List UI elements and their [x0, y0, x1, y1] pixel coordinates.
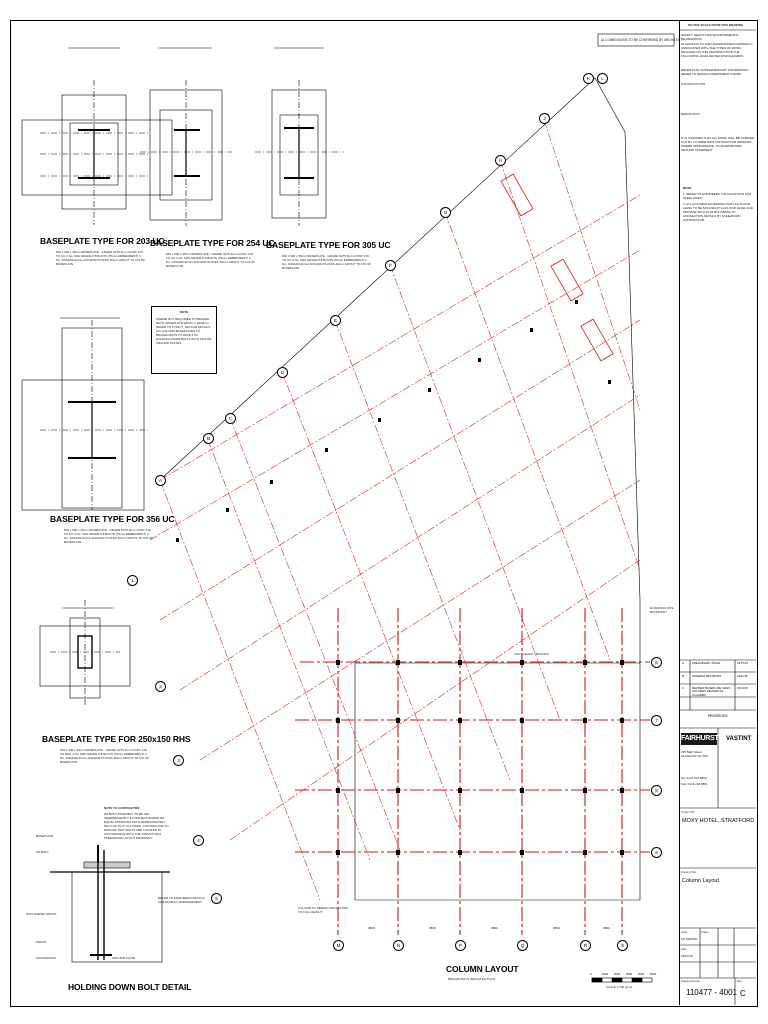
note-box	[151, 306, 217, 374]
grid-bubble-b: B	[203, 433, 214, 444]
tb-info-text-1: IN ADDITION TO THE HAZARDS/RISKS NORMALLY ASSOCIATED WITH THE TYPES OF WORK DETAILED ON THIS DRAWING NOTE THE FOLLOWING HIGHLIGHTED RISK/HAZARDS	[681, 42, 753, 58]
revision-date: 15/12/15	[737, 686, 748, 690]
revision-description: REVISED BASEPLATE SIZES COLUMNS REVISED AS CLOUDED	[692, 686, 731, 697]
grid-bubble-n: N	[393, 940, 404, 951]
plan-outline	[160, 78, 640, 900]
hdb-label-bolt: HD BOLT	[36, 850, 49, 854]
tb-rev-heading: Revisions	[708, 713, 728, 718]
baseplate-305-title: BASEPLATE TYPE FOR 305 UC	[266, 240, 391, 250]
tb-demolition-label: DEMOLITION	[681, 112, 700, 116]
grid-bubble-8: 8	[651, 785, 662, 796]
baseplate-rhs-title: BASEPLATE TYPE FOR 250x150 RHS	[42, 734, 191, 744]
scale-tick-label: 3000	[626, 972, 633, 976]
grid-bubble-7: 7	[651, 715, 662, 726]
hdb-side-note: REFER TO ENGINEERS DETAILS FOR HD BOLT ARRANGEMENT	[158, 896, 205, 904]
scale-bar-label: SCALE 1:100 @ A1	[606, 985, 633, 989]
tb-note-2: 2. ALL COLUMNS EXTENDING PAST 1st FLOOR LEVEL TO BE SPLICED AT 1st FLOOR LEVEL AND PROVIDE WITH 10 25 BOLT/BASE TO CONNECTION DETAILS BY STEELWORK CONTRACTOR.	[683, 202, 753, 222]
tb-drawing-title-label: Drawing Title	[681, 871, 696, 874]
grid-bubble-l: L	[597, 73, 608, 84]
grid-bubble-r: R	[580, 940, 591, 951]
baseplate-203-detail	[22, 48, 172, 225]
tb-warning: DO NOT SCALE FROM THIS DRAWING	[688, 23, 744, 27]
tb-office-fax: Fax: 0141 204 8801	[681, 782, 708, 786]
tb-drawing-number-label: Drawing Number	[681, 980, 701, 983]
grid-bubble-4: 4	[193, 835, 204, 846]
grid-bubble-q: Q	[517, 940, 528, 951]
tb-notes-label: NOTE	[683, 186, 692, 190]
baseplate-305-spec: 600 x 600 x 35mm BASEPLATE - GRADE S275 6mm CONT. FW. TO UC 4 No. M20 GRADE 8.8 BOLTS (75mm EMBEDMENT) 4 No. 100x100x12mm ANCHOR PLATES 40mm GROUT TO U/S OF BASEPLATE	[282, 254, 372, 270]
bottom-dimension: 4500	[491, 926, 498, 930]
client-name: VASTINT	[726, 736, 752, 742]
tb-office-address: 225 Bath Street GLASGOW G2 4GZ	[681, 750, 709, 758]
contractor-note-text: HD BOLT ASSEMBLY TO BE SET INDEPENDENTLY IN PROJECT BOARD OR EQUAL APPROVED WITH APPROXIMATELY 50mm OF PLAY ALLOWED. CONTRACTOR TO ENSURE THAT BOLTS ARE LOCATED IN ACCORDANCE WITH THE STRUCTURAL STEELWORK LAYOUT DRAWINGS.	[104, 812, 169, 840]
holding-down-bolt-detail	[50, 845, 170, 962]
hdb-label-baseplate: BASEPLATE	[36, 834, 54, 838]
bottom-dimension: 4500	[368, 926, 375, 930]
plan-columns	[176, 300, 624, 855]
grid-bubble-f: F	[385, 260, 396, 271]
contractor-note-heading: NOTE TO CONTRACTOR	[104, 806, 140, 810]
bottom-dimension: 4500	[603, 926, 610, 930]
grid-bubble-d: D	[277, 367, 288, 378]
revision-date: 24/11/15	[737, 673, 748, 678]
grid-bubble-6: 6	[651, 657, 662, 668]
plan-bottom-left-note: COLUMN TO REMAIN 250x150 RHS TO FULL HEIGHT	[298, 906, 348, 914]
tb-construction-label: CONSTRUCTION	[681, 82, 706, 86]
plan-red-diagonal-grid	[150, 120, 640, 900]
baseplate-254-title: BASEPLATE TYPE FOR 254 UC	[150, 238, 275, 248]
plan-top-note: ALL DIMENSIONS TO BE CONFIRMED BY ARCHITECT	[601, 38, 683, 42]
baseplate-254-detail	[140, 48, 232, 226]
baseplate-rhs-detail	[40, 600, 130, 705]
hdb-label-nsgrout: NON-SHRINK GROUT	[26, 912, 57, 916]
drawing-title: Column Layout	[682, 878, 719, 884]
plan-cantilever-note: CANTILEVER / BRACING	[514, 652, 550, 656]
baseplate-rhs-spec: 400 x 400 x 20mm BASEPLATE - GRADE S275 6mm CONT. FW. TO RHS 4 No. M20 GRADE 8.8 BOLTS (75mm EMBEDMENT) 4 No. 100x100x12mm ANCHOR PLATES 40mm GROUT TO U/S OF BASEPLATE	[60, 748, 150, 764]
baseplate-356-title: BASEPLATE TYPE FOR 356 UC	[50, 514, 175, 524]
plan-subtitle: BRACED BAYS INDICATED THUS	[448, 977, 495, 981]
scale-tick-label: 2000	[614, 972, 621, 976]
tb-info-text-2: REFER ALSO SUPPLEMENTARY INFORMATION REFER TO DESIGN ASSESSMENT FORMS	[681, 68, 749, 76]
bottom-dimension: 4500	[553, 926, 560, 930]
grid-bubble-1: 1	[127, 575, 138, 586]
plan-boundary-note: HOARDING SITE BOUNDARY	[650, 606, 674, 614]
note-box-heading: NOTE	[179, 310, 189, 314]
hdb-label-foundation: FOUNDATION	[36, 956, 56, 960]
project-title: MOXY HOTEL, STRATFORD	[682, 818, 755, 824]
scale-tick-label: 4000	[638, 972, 645, 976]
hdb-label-grout: GROUT	[36, 940, 47, 944]
grid-bubble-3: 3	[173, 755, 184, 766]
grid-bubble-h: H	[495, 155, 506, 166]
drawing-revision: C	[740, 989, 746, 998]
title-block	[679, 20, 757, 1005]
grid-bubble-9: 9	[651, 847, 662, 858]
revision-description: GENERAL REVISIONS	[692, 673, 722, 678]
tb-maint-text: IT IS ASSUMED THAT ALL WORK WILL BE CARRIED OUT BY A COMPETENT CONTRACTOR WORKING, WHERE APPROPRIATE, TO AN APPROVED METHOD STATEMENT	[681, 136, 755, 152]
baseplate-254-spec: 600 x 600 x 35mm BASEPLATE - GRADE S275 6mm CONT. FW. TO UC 4 No. M20 GRADE 8.8 BOLTS (75mm EMBEDMENT) 4 No. 100x100x12mm ANCHOR PLATES 40mm GROUT TO U/S OF BASEPLATE	[166, 252, 256, 268]
revision-letter: B	[682, 673, 684, 678]
tb-note-1: 1. REFER TO ENGINEERS' CALCULATIONS FOR STEEL SIZES.	[683, 192, 752, 200]
hdb-label-anchor: ANCHOR PLATE	[112, 956, 136, 960]
company-logo: FAIRHURST	[681, 733, 717, 745]
hdb-title: HOLDING DOWN BOLT DETAIL	[68, 982, 192, 992]
tb-rev-label: Rev	[737, 980, 742, 983]
note-box-text: WHERE NOT REQUIRED TO BRACED BAYS, BASEPLATE WIDTH = 2000mm. REFER TO TYPE IT_003 FOR DETAILS. ALL COLUMN BASEPLATES TO BRACED BAYS TO HAVE 4 No HOLDING DOWN BOLTS WITH 150x100 ANCHOR PLATES.	[156, 317, 212, 345]
drawing-number: 110477 - 4001	[686, 988, 738, 997]
grid-bubble-s: S	[617, 940, 628, 951]
tb-date: 23/07/15	[681, 954, 693, 958]
grid-bubble-p: P	[455, 940, 466, 951]
grid-bubble-a: A	[155, 475, 166, 486]
revision-letter: A	[682, 661, 684, 665]
grid-bubble-e: E	[330, 315, 341, 326]
grid-bubble-j: J	[539, 113, 550, 124]
revision-date: 23/07/15	[737, 661, 748, 665]
grid-bubble-2: 2	[155, 681, 166, 692]
baseplate-356-spec: 600 x 600 x 35mm BASEPLATE - GRADE S275 6mm CONT. FW. TO UC 4 No. M20 GRADE 8.8 BOLTS (75mm EMBEDMENT) 4 No. 100x100x12mm ANCHOR PLATES 40mm GROUT TO U/S OF BASEPLATE	[64, 528, 154, 544]
revision-description: PRELIMINARY ISSUE	[692, 661, 721, 665]
tb-project-label: Project Title	[681, 811, 695, 814]
baseplate-356-detail	[22, 318, 148, 510]
revision-letter: C	[682, 686, 685, 690]
scale-bar	[592, 978, 652, 982]
plan-title: COLUMN LAYOUT	[446, 964, 519, 974]
baseplate-203-title: BASEPLATE TYPE FOR 203 UC	[40, 236, 165, 246]
scale-tick-label: 1000	[602, 972, 609, 976]
baseplate-203-spec: 600 x 600 x 35mm BASEPLATE - GRADE S275 6mm CONT. FW. TO UC 4 No. M20 GRADE 8.8 BOLTS (75mm EMBEDMENT) 4 No. 100x100x12mm ANCHOR PLATES 40mm GROUT TO U/S OF BASEPLATE	[56, 250, 146, 266]
tb-scale-label: Scale	[681, 931, 688, 934]
grid-bubble-k: K	[583, 73, 594, 84]
plan-red-orthogonal-grid	[295, 608, 650, 935]
grid-bubble-m: M	[333, 940, 344, 951]
bottom-dimension: 4500	[429, 926, 436, 930]
scale-tick-label: 0	[590, 972, 592, 976]
grid-bubble-g: G	[440, 207, 451, 218]
grid-bubble-c: C	[225, 413, 236, 424]
tb-info-label: SAFETY, HEALTH AND ENVIRONMENTAL INFORMATION	[681, 33, 739, 41]
baseplate-305-detail	[255, 48, 344, 226]
tb-office-tel: Tel: 0141 204 8800	[681, 776, 707, 780]
tb-date-label: Date	[681, 948, 687, 951]
grid-bubble-5: 5	[211, 893, 222, 904]
tb-scale: AS SHOWN	[681, 937, 698, 941]
tb-drawn-label: Drawn	[701, 931, 709, 934]
scale-tick-label: 5000	[650, 972, 657, 976]
